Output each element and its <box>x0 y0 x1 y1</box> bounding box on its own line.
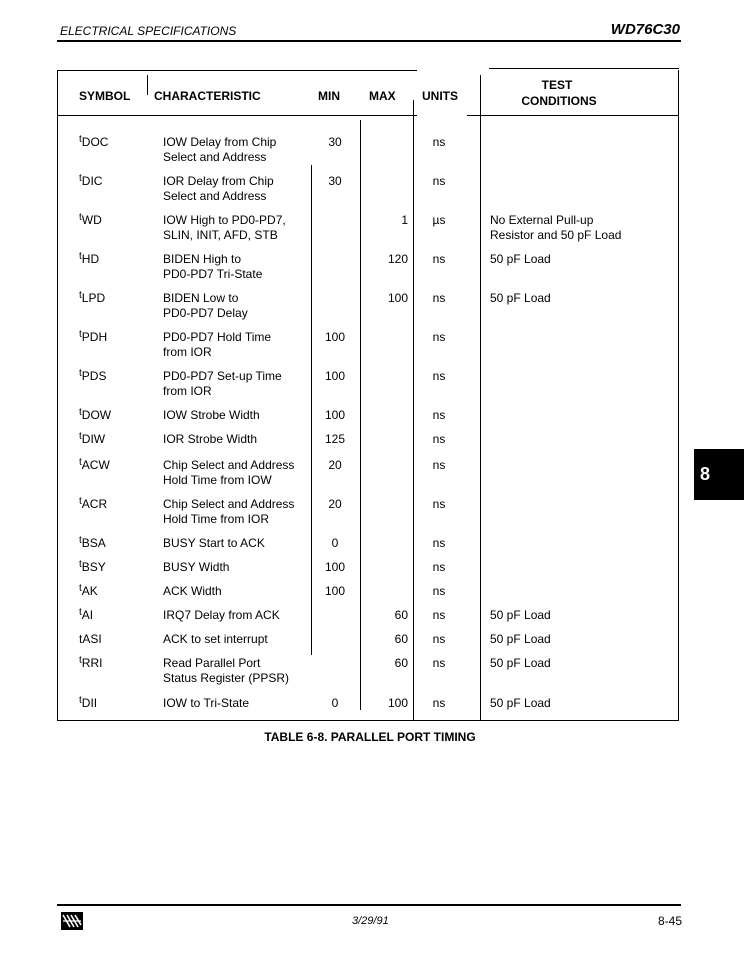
characteristic-cell: PD0-PD7 Set-up Time from IOR <box>163 369 282 398</box>
symbol-cell: $^t$LPD <box>79 290 106 305</box>
symbol-cell: $^t$AI <box>79 607 94 622</box>
characteristic-cell: ACK to set interrupt <box>163 632 268 646</box>
condition-cell: 50 pF Load <box>490 252 551 266</box>
units-cell: ns <box>432 408 446 422</box>
table-header-rule-right <box>467 115 679 116</box>
characteristic-cell: IOW Strobe Width <box>163 408 260 422</box>
header-divider <box>57 40 681 42</box>
units-cell: ns <box>432 560 446 574</box>
min-cell: 30 <box>328 174 342 188</box>
characteristic-cell: Chip Select and Address Hold Time from IOR <box>163 497 295 526</box>
condition-cell: 50 pF Load <box>490 696 551 710</box>
characteristic-cell: IOW High to PD0-PD7, SLIN, INIT, AFD, STB <box>163 213 286 242</box>
symbol-cell: $^t$DIC <box>79 173 103 188</box>
max-cell: 100 <box>387 696 408 710</box>
section-title: ELECTRICAL SPECIFICATIONS <box>60 24 237 38</box>
units-cell: ns <box>432 369 446 383</box>
condition-cell: 50 pF Load <box>490 608 551 622</box>
units-cell: ns <box>432 632 446 646</box>
symbol-cell: $^t$BSA <box>79 535 106 550</box>
characteristic-cell: BUSY Width <box>163 560 230 574</box>
characteristic-cell: BUSY Start to ACK <box>163 536 265 550</box>
characteristic-cell: IOW to Tri-State <box>163 696 250 710</box>
units-cell: ns <box>432 432 446 446</box>
units-cell: ns <box>432 696 446 710</box>
col-header-test-line1: TEST <box>541 78 573 92</box>
min-cell: 0 <box>331 696 339 710</box>
divider-min-max <box>360 120 361 710</box>
section-tab: 8 <box>694 449 744 500</box>
condition-cell: 50 pF Load <box>490 632 551 646</box>
table-right-border <box>678 70 679 720</box>
units-cell: ns <box>432 497 446 511</box>
divider-units-cond <box>480 75 481 720</box>
units-cell: ns <box>432 656 446 670</box>
max-cell: 1 <box>401 213 408 227</box>
page-number: 8-45 <box>657 914 682 928</box>
symbol-cell: $^t$DOW <box>79 407 112 422</box>
units-cell: ns <box>432 608 446 622</box>
symbol-cell: $^t$PDS <box>79 368 107 383</box>
characteristic-cell: BIDEN Low to PD0-PD7 Delay <box>163 291 248 320</box>
col-header-units: UNITS <box>422 89 458 103</box>
table-top-rule <box>57 70 417 71</box>
characteristic-cell: ACK Width <box>163 584 222 598</box>
max-cell: 100 <box>387 291 408 305</box>
table-header-rule <box>57 115 417 116</box>
units-cell: ns <box>432 291 446 305</box>
min-cell: 30 <box>328 135 342 149</box>
symbol-cell: tASI <box>79 632 102 646</box>
min-cell: 100 <box>324 584 346 598</box>
units-cell: ns <box>432 330 446 344</box>
max-cell: 60 <box>394 632 408 646</box>
characteristic-cell: PD0-PD7 Hold Time from IOR <box>163 330 272 359</box>
min-cell: 125 <box>324 432 346 446</box>
parallel-port-timing-table <box>57 70 679 720</box>
col-header-symbol: SYMBOL <box>79 89 131 103</box>
table-bottom-rule <box>57 720 679 721</box>
condition-cell: 50 pF Load <box>490 656 551 670</box>
min-cell: 100 <box>324 408 346 422</box>
symbol-cell: $^t$HD <box>79 251 100 266</box>
characteristic-cell: IOR Strobe Width <box>163 432 258 446</box>
max-cell: 60 <box>394 656 408 670</box>
characteristic-cell: Chip Select and Address Hold Time from IOW <box>163 458 295 487</box>
symbol-cell: $^t$RRI <box>79 655 103 670</box>
units-cell: ns <box>432 252 446 266</box>
characteristic-cell: IRQ7 Delay from ACK <box>163 608 280 622</box>
table-left-border <box>57 70 58 720</box>
table-top-rule-right <box>489 68 679 69</box>
characteristic-cell: BIDEN High to PD0-PD7 Tri-State <box>163 252 263 281</box>
min-cell: 100 <box>324 330 346 344</box>
symbol-cell: $^t$DII <box>79 695 98 710</box>
symbol-cell: $^t$BSY <box>79 559 106 574</box>
col-header-max: MAX <box>369 89 396 103</box>
symbol-cell: $^t$ACW <box>79 457 110 472</box>
units-cell: ns <box>432 536 446 550</box>
characteristic-cell: IOR Delay from Chip Select and Address <box>163 174 274 203</box>
table-caption: TABLE 6-8. PARALLEL PORT TIMING <box>264 730 476 744</box>
max-cell: 120 <box>387 252 408 266</box>
condition-cell: 50 pF Load <box>490 291 551 305</box>
symbol-cell: $^t$DOC <box>79 134 109 149</box>
min-cell: 20 <box>328 458 342 472</box>
footer-divider <box>57 904 681 906</box>
col-header-characteristic: CHARACTERISTIC <box>154 89 261 103</box>
max-cell: 60 <box>394 608 408 622</box>
part-number: WD76C30 <box>610 21 680 38</box>
footer-date: 3/29/91 <box>352 915 389 927</box>
wd-logo-icon <box>61 912 83 930</box>
divider-symbol-char <box>147 75 148 95</box>
condition-cell: No External Pull-up Resistor and 50 pF Load <box>490 213 622 242</box>
symbol-cell: $^t$PDH <box>79 329 108 344</box>
col-header-test-line2: CONDITIONS <box>521 94 597 108</box>
symbol-cell: $^t$AK <box>79 583 98 598</box>
divider-max-units <box>413 100 414 720</box>
symbol-cell: $^t$DIW <box>79 431 106 446</box>
symbol-cell: $^t$ACR <box>79 496 108 511</box>
units-cell: ns <box>432 584 446 598</box>
units-cell: µs <box>432 213 446 227</box>
symbol-cell: $^t$WD <box>79 212 102 227</box>
characteristic-cell: Read Parallel Port Status Register (PPSR) <box>163 656 290 685</box>
characteristic-cell: IOW Delay from Chip Select and Address <box>163 135 277 164</box>
col-header-min: MIN <box>318 89 340 103</box>
min-cell: 100 <box>324 369 346 383</box>
min-cell: 100 <box>324 560 346 574</box>
units-cell: ns <box>432 458 446 472</box>
units-cell: ns <box>432 135 446 149</box>
min-cell: 20 <box>328 497 342 511</box>
min-cell: 0 <box>331 536 339 550</box>
units-cell: ns <box>432 174 446 188</box>
